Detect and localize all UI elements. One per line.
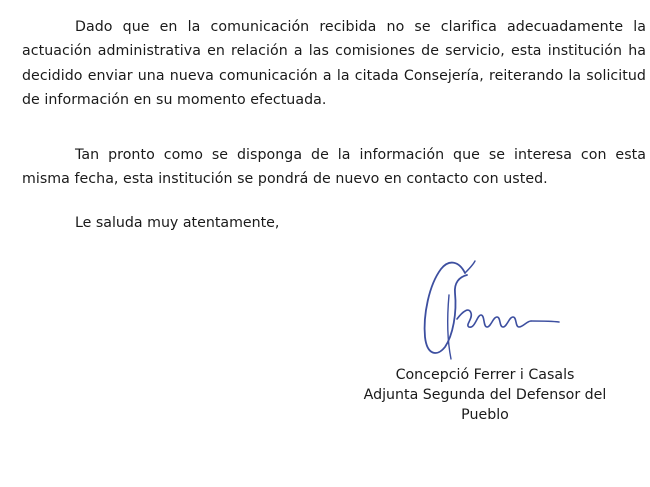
- signer-title: Adjunta Segunda del Defensor del Pueblo: [363, 387, 607, 423]
- body-paragraph-1: Dado que en la comunicación recibida no se clarifica adecuadamente la actuación administrativa en relación a las comisiones de servicio, esta institución ha decidido enviar una nueva comunicación a la citada Consejería, reiterando la solicitud de información en su momento efectuada.: [22, 19, 646, 108]
- handwritten-signature: [413, 255, 563, 365]
- signer-name: Concepció Ferrer i Casals: [395, 367, 575, 383]
- closing-greeting: Le saluda muy atentamente,: [75, 215, 280, 231]
- body-paragraph-2: Tan pronto como se disponga de la información que se interesa con esta misma fecha, esta institución se pondrá de nuevo en contacto con usted.: [22, 147, 646, 188]
